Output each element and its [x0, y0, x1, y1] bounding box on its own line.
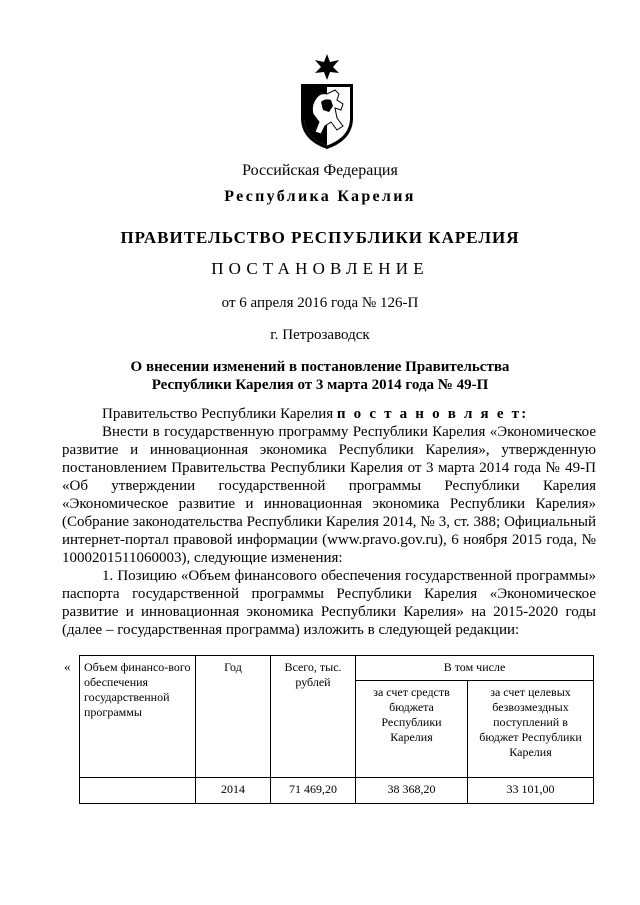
paragraph-amendment: Внести в государственную программу Республики Карелия «Экономическое развитие и инновационная экономика Республики Карелия», утвержденную постановлением Правительства Республики Карелия от 3 марта 2014 года № 49-П «Об утверждении государственной программы Республики Карелия «Экономическое развитие и инновационная экономика Республики Карелия» (Собрание законодательства Республики Карелия 2014, № 3, ст. 388; Официальный интернет-портал правовой информации (www.pravo.gov.ru), 6 ноября 2015 года, № 1000201511060003), следующие изменения:	[62, 424, 596, 566]
federation-line: Российская Федерация	[242, 162, 398, 179]
header-including: В том числе	[356, 656, 594, 681]
intro-paragraph	[62, 405, 596, 423]
city: г. Петрозаводск	[270, 327, 370, 343]
subject-line-2: Республики Карелия от 3 марта 2014 года № 49-П	[151, 377, 489, 393]
header-year: Год	[196, 656, 271, 778]
document-type: ПОСТАНОВЛЕНИЕ	[211, 259, 429, 278]
intro-prefix: Правительство Республики Карелия	[102, 406, 334, 422]
subject-line-1: О внесении изменений в постановление Правительства	[130, 359, 510, 375]
header-budget: за счет средств бюджета Республики Карелия	[356, 681, 468, 778]
table-cell-total: 71 469,20	[271, 778, 356, 804]
header-position: Объем финансо-вого обеспечения государственной программы	[80, 656, 196, 778]
table-cell-empty	[80, 778, 196, 804]
header-total: Всего, тыс. рублей	[271, 656, 356, 778]
table-cell-year: 2014	[196, 778, 271, 804]
financing-table	[79, 655, 594, 804]
table-cell-budget: 38 368,20	[356, 778, 468, 804]
date-number: от 6 апреля 2016 года № 126-П	[221, 295, 419, 311]
header-targeted: за счет целевых безвозмездных поступлений в бюджет Республики Карелия	[468, 681, 594, 778]
government-title: ПРАВИТЕЛЬСТВО РЕСПУБЛИКИ КАРЕЛИЯ	[120, 228, 520, 247]
table-cell-targeted: 33 101,00	[468, 778, 594, 804]
open-quote: «	[64, 659, 71, 674]
paragraph-item-1: 1. Позицию «Объем финансового обеспечения государственной программы» паспорта государственной программы Республики Карелия «Экономическое развитие и инновационная экономика Республики Карелия» на 2015-2020 годы (далее – государственная программа) изложить в следующей редакции:	[62, 568, 596, 638]
karelia-coat-of-arms-icon	[295, 52, 359, 152]
table-row	[80, 778, 594, 804]
body-text	[62, 405, 596, 639]
republic-line: Республика Карелия	[224, 188, 416, 205]
subject-heading	[0, 358, 640, 394]
intro-keyword: п о с т а н о в л я е т:	[336, 406, 529, 422]
